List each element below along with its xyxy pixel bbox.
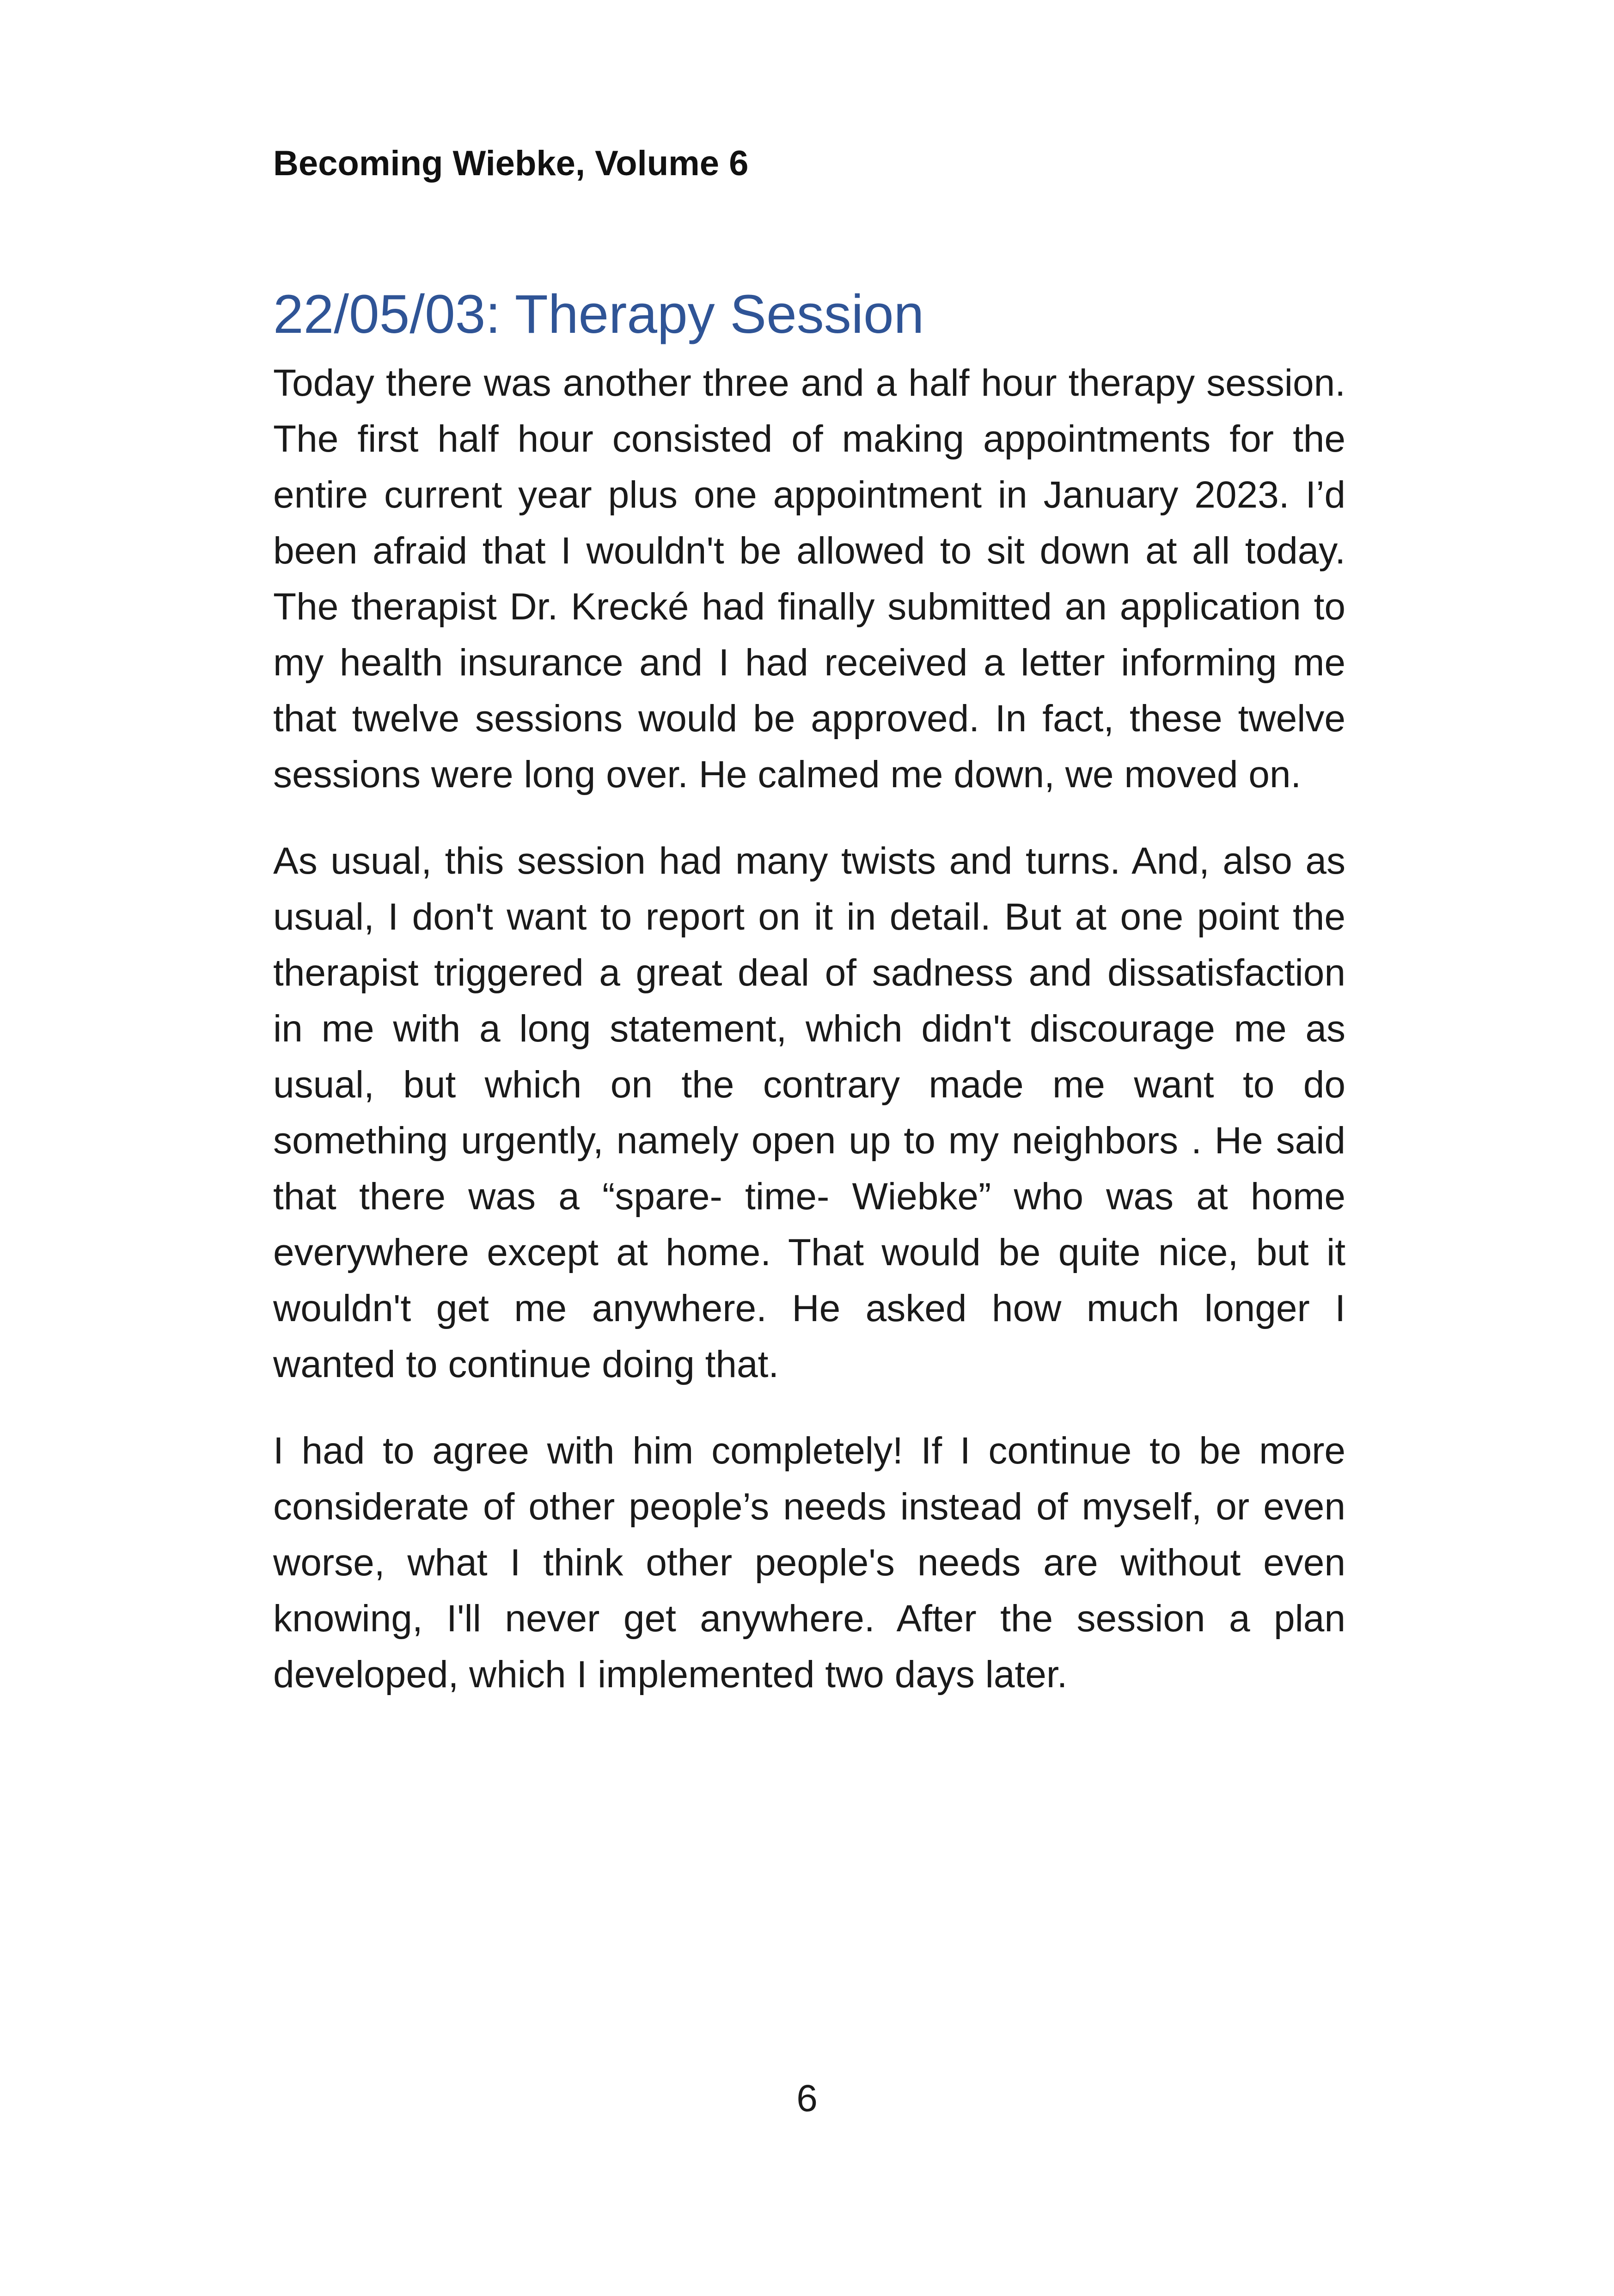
paragraph: Today there was another three and a half hour therapy session. The first half hour consisted of making appointments for the entire current year plus one appointment in January 2023. I’d been afraid that I wouldn't be allowed to sit down at all today. The therapist Dr. Krecké had finally submitted an application to my health insurance and I had received a letter informing me that twelve sessions would be approved. In fact, these twelve sessions were long over. He calmed me down, we moved on. [273,362,1345,796]
running-header: Becoming Wiebke, Volume 6 [273,144,749,183]
body-text [273,355,1345,1733]
paragraph: I had to agree with him completely! If I continue to be more considerate of other people’s needs instead of myself, or even worse, what I think other people's needs are without even knowing, I'll never get anywhere. After the session a plan developed, which I implemented two days later. [273,1430,1345,1696]
page-number: 6 [796,2077,818,2119]
paragraph: As usual, this session had many twists and turns. And, also as usual, I don't want to report on it in detail. But at one point the therapist triggered a great deal of sadness and dissatisfaction in me with a long statement, which didn't discourage me as usual, but which on the contrary made me want to do something urgently, namely open up to my neighbors . He said that there was a “spare- time- Wiebke” who was at home everywhere except at home. That would be quite nice, but it wouldn't get me anywhere. He asked how much longer I wanted to continue doing that. [273,840,1345,1385]
chapter-heading: 22/05/03: Therapy Session [273,284,924,345]
